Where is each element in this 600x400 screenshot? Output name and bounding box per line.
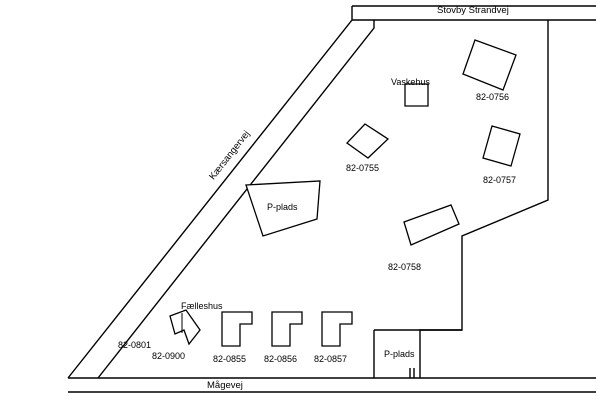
building-label-82-0758: 82-0758	[388, 262, 422, 272]
shape-82-0857	[322, 312, 352, 346]
shape-82-0856	[272, 312, 302, 346]
shape-82-0756	[463, 40, 516, 90]
building-label-82-0756: 82-0756	[476, 92, 510, 102]
building-label-vaskehus: Vaskehus	[391, 77, 430, 87]
building-label-82-0801: 82-0801	[118, 340, 152, 350]
road-label-kaersangervej: Kærsangervej	[207, 128, 253, 183]
parking-label-south: P-plads	[384, 349, 415, 359]
building-label-82-0856: 82-0856	[264, 354, 298, 364]
building-label-faelleshus: Fælleshus	[181, 301, 223, 311]
shape-82-0755	[347, 124, 388, 158]
building-label-82-0900: 82-0900	[152, 351, 186, 361]
building-label-82-0855: 82-0855	[213, 354, 247, 364]
shape-faelleshus	[170, 310, 200, 344]
shape-82-0758	[404, 205, 459, 245]
building-label-82-0755: 82-0755	[346, 163, 380, 173]
shape-82-0757	[483, 126, 520, 166]
road-label-stovby-strandvej: Stovby Strandvej	[437, 5, 509, 16]
building-label-82-0857: 82-0857	[314, 354, 348, 364]
shape-82-0855	[222, 312, 252, 346]
parking-label-north: P-plads	[267, 202, 298, 212]
road-label-maagevej: Mågevej	[207, 380, 243, 391]
building-shapes	[170, 40, 520, 364]
building-label-82-0757: 82-0757	[483, 175, 517, 185]
